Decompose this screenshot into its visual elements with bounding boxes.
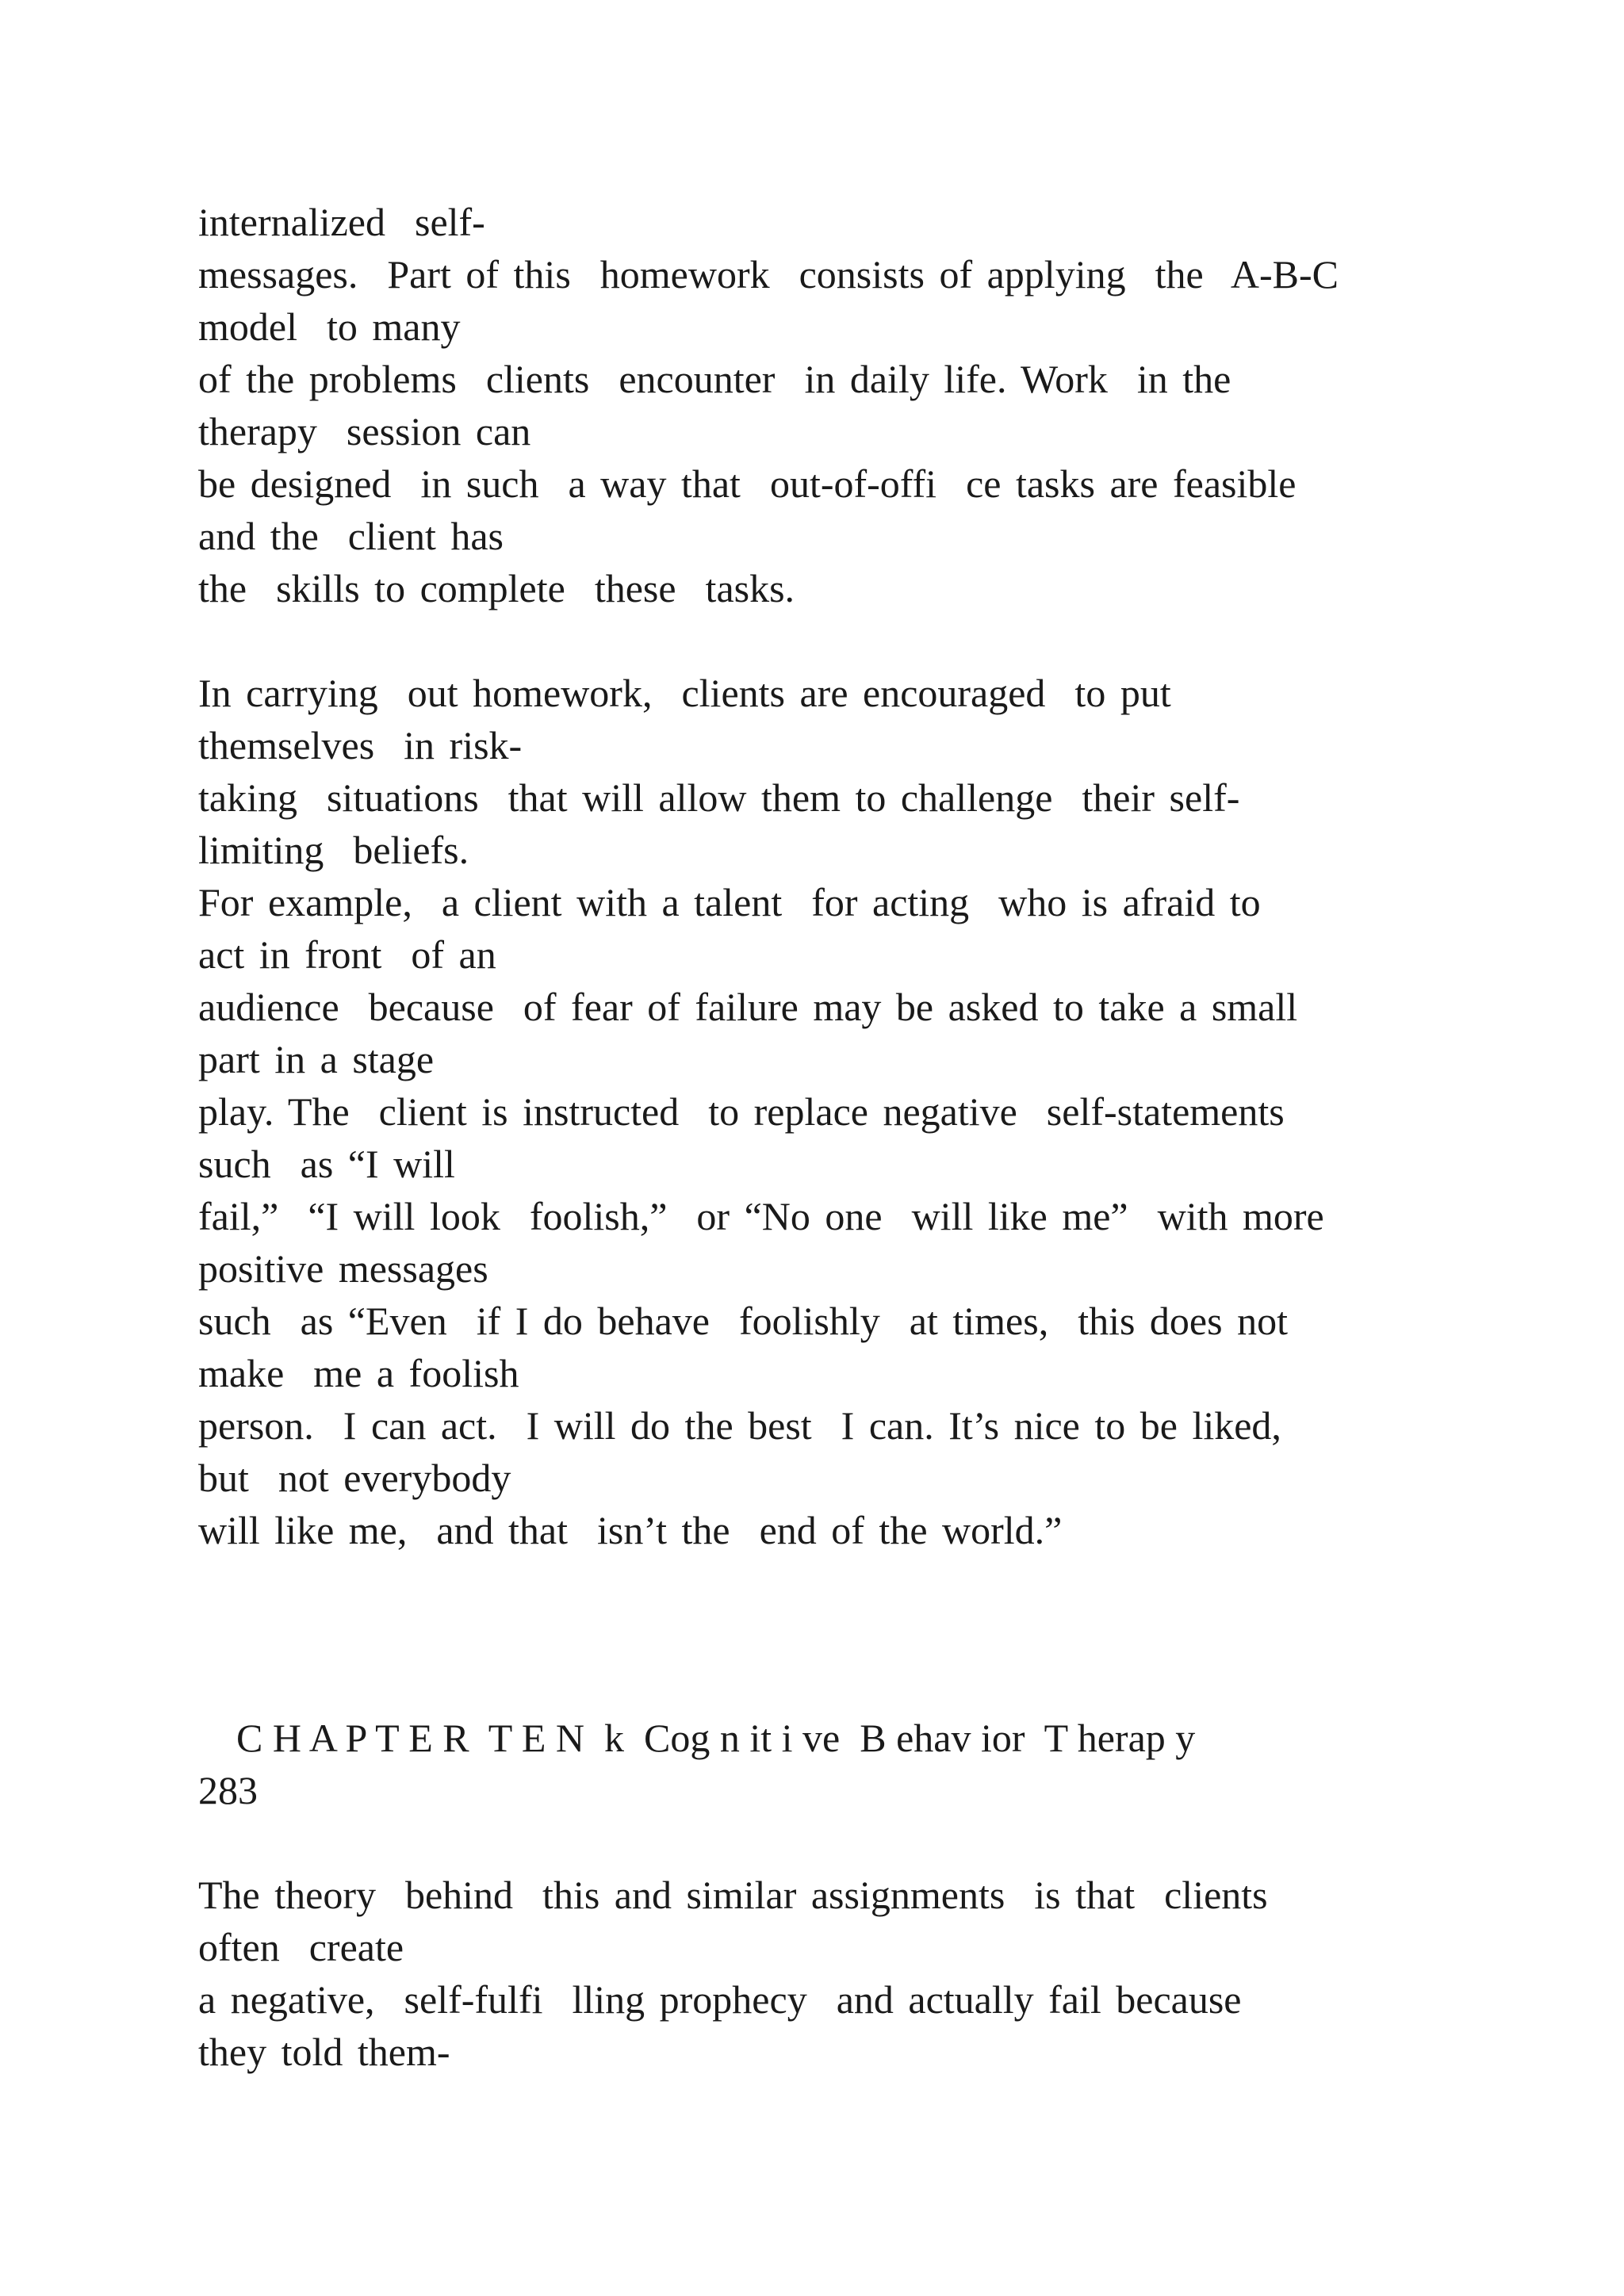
- text-line: will like me, and that isn’t the end of the world.”: [198, 1508, 1063, 1552]
- page-number: 283: [198, 1768, 258, 1812]
- text-line: themselves in risk-: [198, 723, 523, 767]
- text-line: a negative, self-fulfi lling prophecy and actually fail because: [198, 1977, 1242, 2022]
- text-line: positive messages: [198, 1246, 488, 1291]
- text-line: limiting beliefs.: [198, 828, 469, 872]
- text-line: and the client has: [198, 514, 504, 558]
- text-line: be designed in such a way that out-of-offi ce tasks are feasible: [198, 461, 1297, 506]
- text-line: In carrying out homework, clients are encouraged to put: [198, 671, 1171, 715]
- text-line: taking situations that will allow them to challenge their self-: [198, 775, 1240, 820]
- text-line: they told them-: [198, 2030, 450, 2074]
- text-line: but not everybody: [198, 1456, 511, 1500]
- text-line: The theory behind this and similar assignments is that clients: [198, 1873, 1268, 1917]
- text-line: such as “I will: [198, 1142, 455, 1186]
- text-line: play. The client is instructed to replace negative self-statements: [198, 1089, 1285, 1134]
- text-line: therapy session can: [198, 409, 531, 453]
- text-line: audience because of fear of failure may be asked to take a small: [198, 985, 1298, 1029]
- running-header: C H A P T E R T E N k Cog n it i ve B ehav ior T herap y: [236, 1716, 1196, 1760]
- text-line: For example, a client with a talent for acting who is afraid to: [198, 880, 1261, 924]
- text-line: part in a stage: [198, 1037, 435, 1081]
- text-line: make me a foolish: [198, 1351, 519, 1395]
- text-line: model to many: [198, 304, 461, 349]
- text-line: such as “Even if I do behave foolishly at times, this does not: [198, 1299, 1288, 1343]
- text-line: person. I can act. I will do the best I can. It’s nice to be liked,: [198, 1403, 1281, 1448]
- text-line: the skills to complete these tasks.: [198, 566, 795, 610]
- text-line: act in front of an: [198, 932, 496, 977]
- text-line: messages. Part of this homework consists of applying the A-B-C: [198, 252, 1339, 297]
- text-line: fail,” “I will look foolish,” or “No one will like me” with more: [198, 1194, 1324, 1238]
- text-line: internalized self-: [198, 200, 485, 244]
- text-line: often create: [198, 1925, 404, 1969]
- text-line: of the problems clients encounter in daily life. Work in the: [198, 357, 1231, 401]
